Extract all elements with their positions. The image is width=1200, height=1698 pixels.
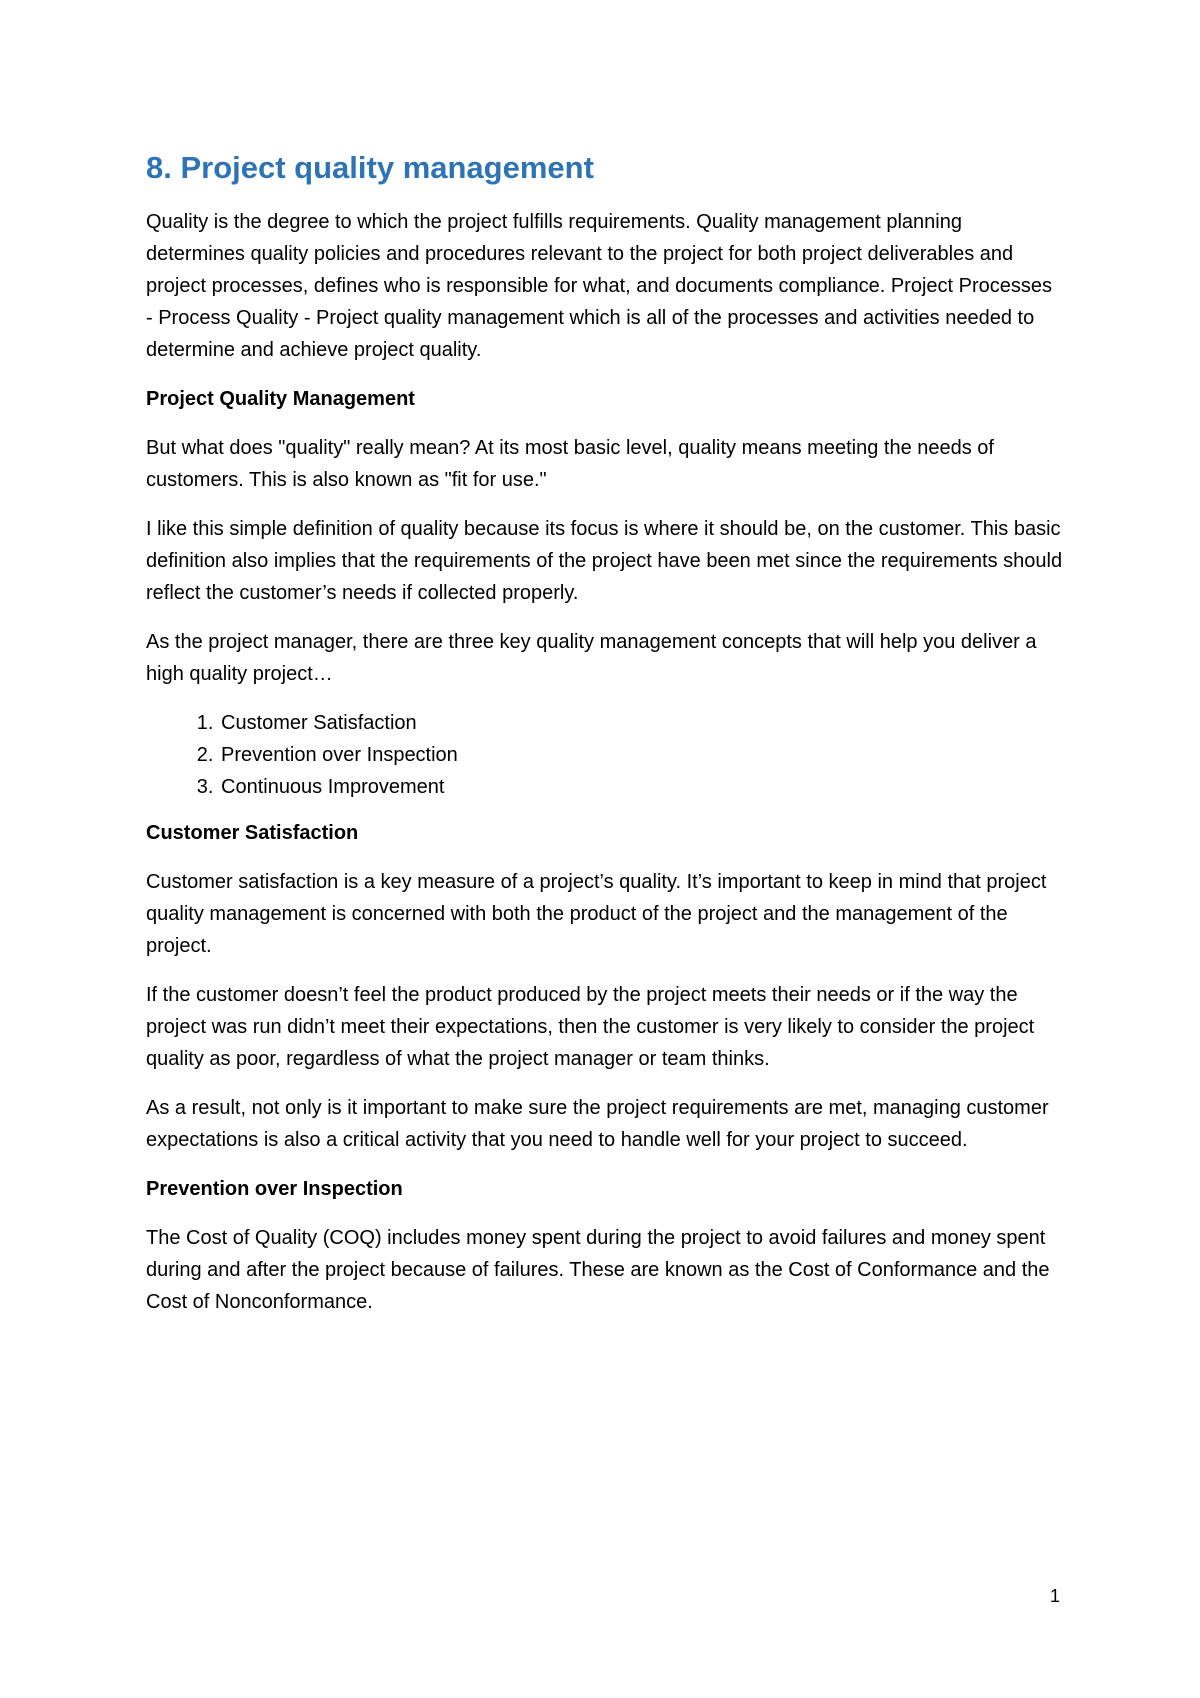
intro-paragraph: Quality is the degree to which the project fulfills requirements. Quality management planning determines quality policies and procedures relevant to the project for both project deliverables and project processes, defines who is responsible for what, and documents compliance. Project Processes - Process Quality - Project quality management which is all of the processes and activities needed to determine and achieve project quality. — [146, 211, 1053, 361]
page-content — [146, 148, 1064, 1335]
page-number: 1 — [1049, 1586, 1060, 1606]
list-item-prevention-over-inspection: 2. Prevention over Inspection — [219, 739, 1064, 771]
page-title: 8. Project quality management — [146, 150, 594, 185]
quality-meaning-paragraph: But what does "quality" really mean? At its most basic level, quality means meeting the needs of customers. This is also known as "fit for use." — [146, 437, 994, 491]
cost-of-quality-paragraph: The Cost of Quality (COQ) includes money spent during the project to avoid failures and money spent during and after the project because of failures. These are known as the Cost of Conformance and the Cost of Nonconformance. — [146, 1227, 1050, 1313]
customer-satisfaction-paragraph-3: As a result, not only is it important to make sure the project requirements are met, managing customer expectations is also a critical activity that you need to handle well for your project to succeed. — [146, 1097, 1049, 1151]
definition-paragraph: I like this simple definition of quality because its focus is where it should be, on the customer. This basic definition also implies that the requirements of the project have been met since the requirements should reflect the customer’s needs if collected properly. — [146, 518, 1063, 604]
list-item-continuous-improvement: 3. Continuous Improvement — [219, 771, 1064, 803]
section-heading-customer-satisfaction: Customer Satisfaction — [146, 822, 359, 844]
customer-satisfaction-paragraph-1: Customer satisfaction is a key measure of a project’s quality. It’s important to keep in mind that project quality management is concerned with both the product of the project and the management of the project. — [146, 871, 1047, 957]
section-heading-project-quality-management: Project Quality Management — [146, 388, 415, 410]
list-item-customer-satisfaction: 1. Customer Satisfaction — [219, 707, 1064, 739]
key-concepts-paragraph: As the project manager, there are three key quality management concepts that will help you deliver a high quality project… — [146, 631, 1037, 685]
customer-satisfaction-paragraph-2: If the customer doesn’t feel the product produced by the project meets their needs or if the way the project was run didn’t meet their expectations, then the customer is very likely to consider the project quality as poor, regardless of what the project manager or team thinks. — [146, 984, 1035, 1070]
key-concepts-list — [146, 707, 1064, 803]
section-heading-prevention-over-inspection: Prevention over Inspection — [146, 1178, 403, 1200]
